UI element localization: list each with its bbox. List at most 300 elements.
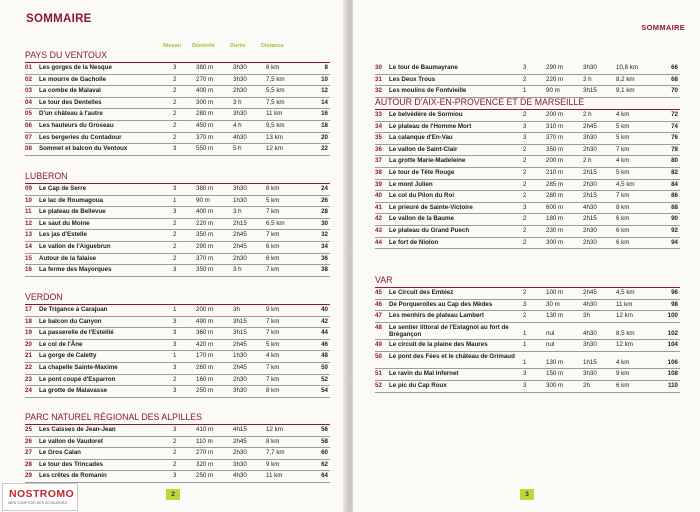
walk-duration: 3h15: [233, 329, 247, 337]
walk-name: La calanque d'En-Vau: [389, 134, 453, 142]
walk-number: 27: [25, 449, 32, 457]
walk-level: 2: [523, 226, 527, 234]
walk-distance: 11 km: [266, 110, 283, 118]
walk-duration: 3 h: [233, 98, 242, 106]
walk-elevation: 490 m: [196, 317, 214, 325]
walk-elevation: 350 m: [196, 231, 214, 239]
walk-duration: 2h45: [583, 289, 597, 296]
toc-row: [25, 386, 330, 398]
walk-page: 34: [321, 242, 328, 250]
walk-level: 3: [173, 145, 177, 153]
walk-distance: 7 km: [616, 145, 630, 153]
walk-duration: 2h30: [583, 180, 597, 188]
walk-duration: 2h15: [583, 215, 597, 223]
walk-name: Le belvédère de Sormiou: [389, 111, 463, 118]
walk-number: 46: [375, 300, 382, 308]
walk-page: 52: [321, 375, 328, 383]
walk-duration: 3h30: [233, 75, 247, 83]
walk-level: 2: [523, 145, 527, 153]
walk-number: 16: [25, 266, 32, 274]
walk-name: Les moulins de Fontvieille: [389, 87, 467, 95]
walk-page: 82: [671, 168, 678, 176]
walk-number: 17: [25, 306, 32, 313]
walk-level: 2: [173, 219, 177, 227]
walk-distance: 9,1 km: [616, 87, 635, 95]
walk-page: 30: [321, 219, 328, 227]
walk-number: 42: [375, 215, 382, 223]
walk-level: 2: [173, 460, 177, 468]
walk-name: De Porquerolles au Cap des Mèdes: [389, 300, 493, 308]
walk-level: 1: [173, 196, 177, 204]
walk-name: Le lac de Roumagoua: [39, 196, 103, 204]
walk-distance: 5 km: [616, 168, 630, 176]
toc-row: [25, 184, 330, 196]
walk-level: 3: [523, 64, 527, 71]
toc-row: [375, 75, 680, 87]
walk-elevation: 150 m: [546, 370, 564, 378]
header-distance: Distance: [261, 43, 284, 49]
walk-name: Le balcon du Canyon: [39, 317, 102, 325]
toc-section: [375, 95, 680, 249]
walk-number: 06: [25, 121, 32, 129]
walk-duration: 3h: [583, 312, 590, 320]
walk-page: 90: [671, 215, 678, 223]
toc-row: [25, 328, 330, 340]
walk-level: 1: [523, 87, 527, 95]
walk-level: 3: [173, 64, 177, 71]
walk-level: 2: [173, 75, 177, 83]
walk-elevation: 250 m: [196, 387, 214, 395]
toc-row: [25, 242, 330, 254]
walk-distance: 4 km: [266, 352, 280, 360]
walk-elevation: 550 m: [196, 145, 214, 153]
walk-level: 1: [173, 352, 177, 360]
walk-duration: 5 h: [233, 145, 242, 153]
walk-name: Le col du Pilon du Roi: [389, 192, 454, 200]
walk-elevation: 290 m: [546, 64, 564, 71]
walk-page: 80: [671, 157, 678, 165]
walk-level: 3: [523, 134, 527, 142]
walk-elevation: 100 m: [546, 289, 564, 296]
walk-page: 62: [321, 460, 328, 468]
walk-elevation: 285 m: [546, 180, 564, 188]
walk-elevation: 300 m: [546, 238, 564, 246]
toc-row: [375, 191, 680, 203]
walk-elevation: 410 m: [196, 426, 214, 433]
toc-row: [25, 109, 330, 121]
walk-distance: 9 km: [266, 306, 280, 313]
walk-elevation: 370 m: [196, 133, 214, 141]
walk-level: 3: [173, 329, 177, 337]
walk-name: Les crêtes de Romanin: [39, 472, 107, 480]
toc-row: [25, 207, 330, 219]
walk-duration: 1h30: [233, 196, 247, 204]
walk-duration: 2 h: [583, 111, 592, 118]
walk-name: Les menhirs de plateau Lambert: [389, 312, 484, 320]
walk-name: Le plateau du Grand Puech: [389, 226, 470, 234]
walk-elevation: 290 m: [196, 242, 214, 250]
walk-elevation: 270 m: [196, 75, 214, 83]
walk-elevation: 200 m: [546, 111, 564, 118]
walk-level: 3: [173, 426, 177, 433]
walk-page: 72: [671, 111, 678, 118]
header-denivele: Dénivelé: [192, 43, 215, 49]
walk-number: 41: [375, 203, 382, 211]
walk-level: 2: [173, 449, 177, 457]
walk-number: 08: [25, 145, 32, 153]
walk-distance: 7 km: [266, 329, 280, 337]
walk-number: 49: [375, 341, 382, 349]
walk-duration: 2h45: [233, 437, 247, 445]
walk-page: 60: [321, 449, 328, 457]
walk-name: Le mourre de Gacholle: [39, 75, 107, 83]
walk-distance: 5 km: [266, 340, 280, 348]
walk-number: 10: [25, 196, 32, 204]
walk-name: Le mont Julien: [389, 180, 433, 188]
walk-name: Les hauteurs du Groseau: [39, 121, 114, 129]
walk-level: 2: [523, 238, 527, 246]
toc-row: [25, 375, 330, 387]
walk-duration: 3 h: [583, 75, 592, 83]
walk-page: 106: [667, 358, 678, 366]
walk-level: 2: [173, 437, 177, 445]
toc-row: [25, 98, 330, 110]
walk-page: 86: [671, 192, 678, 200]
walk-duration: 3 h: [233, 208, 242, 216]
watermark-logo: [0, 480, 80, 512]
toc-row: [25, 340, 330, 352]
walk-number: 31: [375, 75, 382, 83]
walk-level: 1: [523, 358, 527, 366]
toc-row: [375, 180, 680, 192]
walk-number: 34: [375, 122, 382, 130]
walk-name: Le pont des Fées et le château de Grimaud: [389, 352, 515, 360]
walk-page: 74: [671, 122, 678, 130]
walk-elevation: 220 m: [196, 219, 214, 227]
walk-distance: 4,5 km: [616, 180, 635, 188]
walk-number: 52: [375, 381, 382, 389]
walk-level: 1: [523, 329, 527, 337]
section-title: LUBERON: [25, 169, 330, 184]
walk-level: 3: [173, 317, 177, 325]
walk-duration: 4h30: [583, 329, 597, 337]
walk-name: Le plateau de l'Homme Mort: [389, 122, 472, 130]
walk-page: 96: [671, 289, 678, 296]
walk-name: Le saut du Moine: [39, 219, 90, 227]
toc-row: [25, 363, 330, 375]
walk-page: 76: [671, 134, 678, 142]
walk-number: 12: [25, 219, 32, 227]
toc-section: [25, 48, 330, 156]
walk-page: 20: [321, 133, 328, 141]
walk-elevation: nul: [546, 329, 555, 337]
walk-elevation: 230 m: [546, 226, 564, 234]
walk-number: 23: [25, 375, 32, 383]
section-title: PARC NATUREL RÉGIONAL DES ALPILLES: [25, 410, 330, 425]
walk-elevation: 220 m: [546, 75, 564, 83]
walk-duration: 3h: [233, 306, 240, 313]
walk-elevation: 380 m: [196, 64, 214, 71]
walk-name: Le fort de Niolon: [389, 238, 439, 246]
walk-page: 16: [321, 110, 328, 118]
walk-elevation: 280 m: [196, 110, 214, 118]
walk-level: 1: [173, 306, 177, 313]
walk-distance: 7 km: [266, 363, 280, 371]
walk-number: 30: [375, 64, 382, 71]
toc-row: [375, 323, 680, 341]
walk-level: 2: [173, 242, 177, 250]
walk-elevation: 350 m: [196, 266, 214, 274]
walk-page: 22: [321, 145, 328, 153]
walk-name: La ferme des Mayorques: [39, 266, 112, 274]
toc-row: [375, 63, 680, 75]
walk-number: 39: [375, 180, 382, 188]
walk-distance: 6 km: [616, 381, 630, 389]
walk-number: 28: [25, 460, 32, 468]
walk-number: 03: [25, 87, 32, 95]
walk-distance: 7,5 km: [266, 98, 285, 106]
walk-elevation: 400 m: [196, 208, 214, 216]
walk-elevation: 300 m: [196, 98, 214, 106]
walk-duration: 4h15: [233, 426, 247, 433]
walk-distance: 6 km: [616, 226, 630, 234]
walk-name: Le prieuré de Sainte-Victoire: [389, 203, 473, 211]
walk-page: 48: [321, 352, 328, 360]
section-title: PAYS DU VENTOUX: [25, 48, 330, 63]
walk-distance: 7 km: [266, 266, 280, 274]
walk-name: Les gorges de la Nesque: [39, 64, 112, 71]
walk-page: 42: [321, 317, 328, 325]
walk-page: 36: [321, 254, 328, 262]
walk-number: 19: [25, 329, 32, 337]
walk-name: Le sentier littoral de l'Estagnol au fort de Brégançon: [389, 323, 509, 339]
toc-row: [375, 300, 680, 312]
walk-elevation: 400 m: [196, 87, 214, 95]
page-title: SOMMAIRE: [26, 13, 92, 25]
walk-duration: 2h45: [233, 231, 247, 239]
walk-page: 92: [671, 226, 678, 234]
toc-section: [25, 290, 330, 398]
walk-distance: 12 km: [266, 426, 283, 433]
walk-name: Le vallon de la Baume: [389, 215, 454, 223]
walk-number: 37: [375, 157, 382, 165]
walk-page: 110: [668, 381, 678, 389]
walk-distance: 5 km: [616, 122, 630, 130]
walk-name: Le tour des Dentelles: [39, 98, 102, 106]
walk-page: 10: [321, 75, 328, 83]
toc-row: [375, 369, 680, 381]
walk-distance: 7 km: [616, 192, 630, 200]
walk-level: 2: [173, 98, 177, 106]
walk-elevation: 180 m: [546, 215, 564, 223]
walk-number: 50: [375, 352, 382, 360]
walk-distance: 6 km: [616, 215, 630, 223]
walk-duration: 4h30: [583, 203, 597, 211]
walk-distance: 7 km: [266, 231, 280, 239]
walk-page: 94: [671, 238, 678, 246]
walk-level: 3: [173, 185, 177, 192]
section-title: VERDON: [25, 290, 330, 305]
walk-page: 46: [321, 340, 328, 348]
walk-name: Le vallon de Vaudoret: [39, 437, 103, 445]
walk-distance: 5 km: [266, 196, 280, 204]
walk-distance: 12 km: [616, 312, 633, 320]
walk-elevation: 600 m: [546, 203, 564, 211]
walk-number: 09: [25, 185, 32, 192]
walk-duration: 3h15: [583, 87, 597, 95]
walk-duration: 1h15: [583, 358, 597, 366]
walk-distance: 8 km: [266, 387, 280, 395]
toc-row: [375, 311, 680, 323]
walk-number: 20: [25, 340, 32, 348]
walk-distance: 12 km: [616, 341, 633, 349]
walk-duration: 3h30: [233, 387, 247, 395]
walk-distance: 7,5 km: [266, 75, 285, 83]
walk-number: 22: [25, 363, 32, 371]
walk-distance: 11 km: [616, 300, 633, 308]
walk-duration: 3 h: [233, 266, 242, 274]
walk-number: 24: [25, 387, 32, 395]
toc-row: [25, 317, 330, 329]
walk-distance: 9 km: [266, 460, 280, 468]
walk-distance: 6 km: [266, 254, 280, 262]
walk-level: 2: [523, 215, 527, 223]
walk-page: 8: [324, 64, 328, 71]
walk-distance: 4 km: [616, 111, 630, 118]
walk-duration: 2h: [583, 381, 590, 389]
walk-duration: 2h15: [583, 168, 597, 176]
section-title: AUTOUR D'AIX-EN-PROVENCE ET DE MARSEILLE: [375, 95, 680, 110]
toc-row: [25, 460, 330, 472]
walk-number: 32: [375, 87, 382, 95]
walk-level: 2: [523, 168, 527, 176]
toc-row: [25, 448, 330, 460]
walk-distance: 11 km: [266, 472, 283, 480]
walk-duration: 2h30: [233, 254, 247, 262]
toc-row: [25, 351, 330, 363]
walk-number: 01: [25, 64, 32, 71]
walk-number: 15: [25, 254, 32, 262]
walk-elevation: 300 m: [546, 381, 564, 389]
walk-name: Le tour de Tête Rouge: [389, 168, 455, 176]
header-duree: Durée: [230, 43, 246, 49]
walk-distance: 7 km: [266, 375, 280, 383]
walk-duration: 2h45: [233, 242, 247, 250]
walk-elevation: 250 m: [196, 472, 214, 480]
walk-elevation: 420 m: [196, 340, 214, 348]
walk-number: 13: [25, 231, 32, 239]
walk-level: 2: [523, 180, 527, 188]
walk-number: 04: [25, 98, 32, 106]
walk-level: 3: [523, 122, 527, 130]
walk-number: 18: [25, 317, 32, 325]
walk-distance: 8,2 km: [616, 75, 635, 83]
walk-distance: 9 km: [616, 370, 630, 378]
toc-row: [25, 196, 330, 208]
walk-duration: 4h30: [583, 300, 597, 308]
toc-row: [375, 340, 680, 352]
walk-level: 3: [523, 203, 527, 211]
toc-row: [375, 352, 680, 370]
walk-name: Le ravin du Mal Infernet: [389, 370, 459, 378]
walk-number: 51: [375, 370, 382, 378]
walk-duration: 3h30: [583, 64, 597, 71]
walk-duration: 1h30: [233, 352, 247, 360]
walk-elevation: 130 m: [546, 312, 564, 320]
walk-duration: 3h30: [583, 370, 597, 378]
walk-elevation: 200 m: [196, 306, 214, 313]
walk-level: 2: [173, 133, 177, 141]
walk-duration: 2h45: [583, 122, 597, 130]
walk-page: 88: [671, 203, 678, 211]
walk-number: 21: [25, 352, 32, 360]
walk-duration: 2h45: [233, 363, 247, 371]
walk-level: 3: [173, 340, 177, 348]
walk-page: 40: [321, 306, 328, 313]
walk-number: 25: [25, 426, 32, 433]
walk-name: La chapelle Sainte-Maxime: [39, 363, 118, 371]
walk-elevation: 200 m: [546, 157, 564, 165]
walk-page: 70: [671, 87, 678, 95]
walk-duration: 2h15: [583, 192, 597, 200]
left-page: [0, 0, 347, 512]
walk-distance: 8 km: [616, 203, 630, 211]
walk-duration: 2 h: [583, 157, 592, 165]
walk-name: La combe de Malaval: [39, 87, 101, 95]
walk-level: 3: [173, 266, 177, 274]
walk-page: 26: [321, 196, 328, 204]
walk-distance: 8,5 km: [616, 329, 635, 337]
walk-name: Le Cap de Serre: [39, 185, 87, 192]
walk-page: 64: [321, 472, 328, 480]
walk-duration: 2h45: [233, 340, 247, 348]
walk-distance: 8 km: [266, 437, 280, 445]
walk-number: 35: [375, 134, 382, 142]
walk-page: 14: [321, 98, 328, 106]
toc-row: [375, 133, 680, 145]
walk-elevation: 360 m: [196, 329, 214, 337]
walk-number: 44: [375, 238, 382, 246]
walk-level: 3: [523, 370, 527, 378]
walk-number: 45: [375, 289, 382, 296]
toc-row: [25, 437, 330, 449]
walk-name: Le Circuit des Embiez: [389, 289, 454, 296]
walk-elevation: 170 m: [196, 352, 214, 360]
toc-section: [25, 410, 330, 483]
walk-page: 56: [321, 426, 328, 433]
walk-page: 78: [671, 145, 678, 153]
walk-number: 36: [375, 145, 382, 153]
walk-distance: 4 km: [616, 358, 630, 366]
toc-row: [375, 156, 680, 168]
walk-duration: 4h30: [233, 133, 247, 141]
walk-distance: 5,5 km: [266, 87, 285, 95]
walk-page: 24: [321, 185, 328, 192]
walk-duration: 2h30: [583, 145, 597, 153]
walk-distance: 5 km: [616, 134, 630, 142]
walk-name: Les jas d'Estelle: [39, 231, 87, 239]
walk-elevation: 110 m: [196, 437, 213, 445]
walk-number: 40: [375, 192, 382, 200]
toc-row: [375, 168, 680, 180]
walk-elevation: 30 m: [546, 300, 560, 308]
walk-name: Le circuit de la plaine des Maures: [389, 341, 488, 349]
walk-name: Les bergeries du Contadour: [39, 133, 122, 141]
walk-duration: 4h30: [233, 472, 247, 480]
walk-number: 47: [375, 312, 382, 320]
walk-elevation: 370 m: [546, 134, 564, 142]
walk-duration: 3h30: [583, 134, 597, 142]
